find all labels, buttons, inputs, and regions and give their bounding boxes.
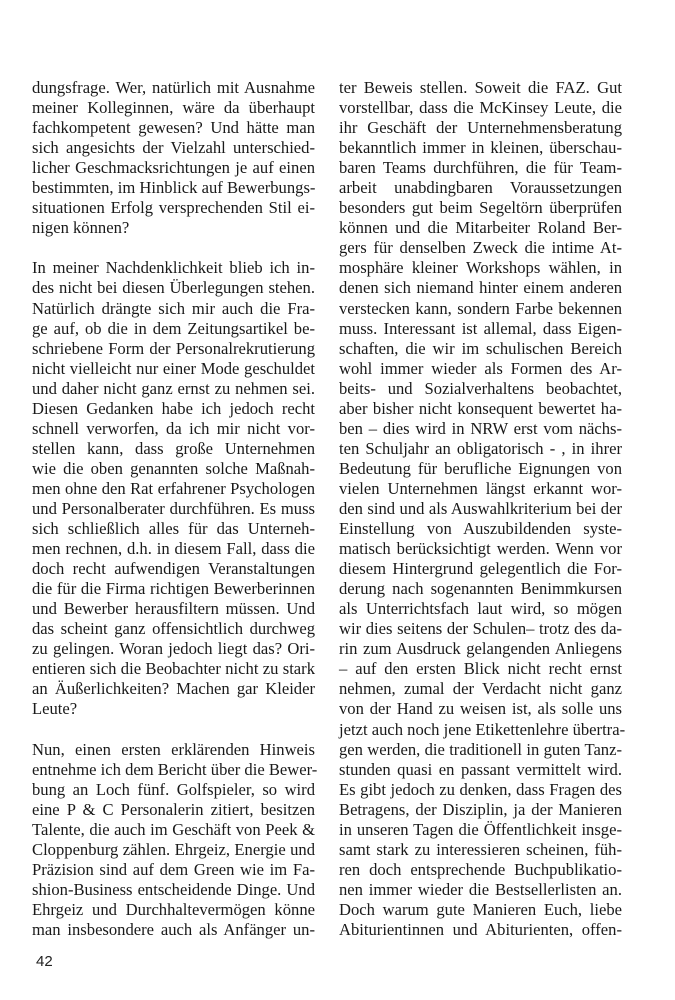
text-line: und daher nicht ganz ernst zu nehmen sei. (32, 378, 315, 398)
text-line: Abiturientinnen und Abiturienten, offen- (339, 919, 622, 939)
text-line: bekanntlich immer in kleinen, überschau- (339, 138, 622, 158)
text-line: entieren sich die Beobachter nicht zu stark (32, 659, 315, 679)
text-line: shion-Business entscheidende Dinge. Und (32, 879, 315, 899)
text-line: Es gibt jedoch zu denken, dass Fragen des (339, 779, 622, 799)
text-line: nehmen, zumal der Verdacht nicht ganz (339, 679, 622, 699)
text-line: dungsfrage. Wer, natürlich mit Ausnahme (32, 78, 315, 97)
text-line: das scheint ganz offensichtlich durchweg (32, 619, 315, 639)
text-line: Doch warum gute Manieren Euch, liebe (339, 899, 622, 919)
text-line: und Bewerber herausfiltern müssen. Und (32, 599, 315, 619)
text-line: doch recht aufwendigen Veranstaltungen (32, 559, 315, 579)
text-line: Präzision sind auf dem Green wie im Fa- (32, 859, 315, 879)
paragraph (32, 258, 315, 719)
text-line: baren Teams durchführen, die für Team- (339, 158, 622, 178)
text-line: ihr Geschäft der Unternehmensberatung (339, 118, 622, 138)
text-line: samt stark zu interessieren scheinen, füh- (339, 839, 622, 859)
text-line: ge auf, ob die in dem Zeitungsartikel be- (32, 318, 315, 338)
text-line: wir dies seitens der Schulen– trotz des da- (339, 619, 622, 639)
text-line: als Unterrichtsfach laut wird, so mögen (339, 599, 622, 619)
text-line: Diesen Gedanken habe ich jedoch recht (32, 398, 315, 418)
paragraph (32, 739, 318, 940)
text-line: gen werden, die traditionell in guten Tanz- (339, 739, 622, 759)
text-line: schaften, die wir im schulischen Bereich (339, 338, 622, 358)
text-line: derung nach sogenannten Benimmkursen (339, 579, 622, 599)
text-line: Nun, einen ersten erklärenden Hinweis (32, 739, 315, 759)
text-line: vorstellbar, dass die McKinsey Leute, die (339, 98, 622, 118)
text-line: ben – dies wird in NRW erst vom nächs- (339, 418, 622, 438)
text-line: Ehrgeiz und Durchhaltevermögen könne (32, 899, 315, 919)
text-line: Cloppenburg zählen. Ehrgeiz, Energie und (32, 839, 315, 859)
text-line: nen immer wieder die Bestsellerlisten an. (339, 879, 622, 899)
text-line: Betragens, der Disziplin, ja der Manieren (339, 799, 622, 819)
paragraph (339, 78, 626, 940)
text-line: schriebene Form der Personalrekrutierung (32, 338, 315, 358)
text-line: matisch berücksichtigt werden. Wenn vor (339, 539, 622, 559)
text-line: Leute? (32, 699, 78, 719)
text-line: verstecken kann, sondern Farbe bekennen (339, 298, 622, 318)
text-line: in unseren Tagen die Öffentlichkeit insge- (339, 819, 622, 839)
text-line: Einstellung von Auszubildenden syste- (339, 519, 622, 539)
text-line: aber bisher nicht konsequent bewertet ha- (339, 398, 622, 418)
text-line: ten Schuljahr an obligatorisch - , in ihrer (339, 438, 622, 458)
text-line: die für die Firma richtigen Bewerberinnen (32, 579, 315, 599)
text-line: des nicht bei diesen Überlegungen stehen. (32, 278, 315, 298)
text-line: – auf den ersten Blick nicht recht ernst (339, 659, 622, 679)
text-line: ter Beweis stellen. Soweit die FAZ. Gut (339, 78, 622, 97)
text-line: stellen kann, dass große Unternehmen (32, 438, 315, 458)
text-line: sich schließlich alles für das Unterneh- (32, 519, 315, 539)
text-line: Natürlich drängte sich mir auch die Fra- (32, 298, 315, 318)
text-line: men ohne den Rat erfahrener Psychologen (32, 478, 315, 498)
text-line: zu gelingen. Woran jedoch liegt das? Ori- (32, 639, 315, 659)
text-line: meiner Kolleginnen, wäre da überhaupt (32, 98, 315, 118)
text-line: denen sich niemand hinter einem anderen (339, 278, 622, 298)
text-line: Talente, die auch im Geschäft von Peek & (32, 819, 315, 839)
text-line: arbeit unabdingbaren Voraussetzungen (339, 178, 622, 198)
text-line: vielen Unternehmen längst erkannt wor- (339, 478, 622, 498)
text-line: rin zum Ausdruck gelangenden Anliegens (339, 639, 622, 659)
text-line: diesem Hintergrund gelegentlich die For- (339, 559, 622, 579)
text-line: und Personalberater durchführen. Es muss (32, 498, 315, 518)
text-line: stunden quasi en passant vermittelt wird. (339, 759, 622, 779)
text-line: nicht vielleicht nur einer Mode geschuldet (32, 358, 315, 378)
text-line: Bedeutung für berufliche Eignungen von (339, 458, 622, 478)
text-line: jetzt auch noch jene Etikettenlehre übertra- (339, 719, 626, 739)
text-line: man insbesondere auch als Anfänger un- (32, 919, 315, 939)
text-line: muss. Interessant ist allemal, dass Eigen- (339, 318, 622, 338)
text-line: an Äußerlichkeiten? Machen gar Kleider (32, 679, 315, 699)
right-column (339, 78, 626, 940)
text-line: von der Hand zu weisen ist, als solle uns (339, 699, 622, 719)
text-line: In meiner Nachdenklichkeit blieb ich in- (32, 258, 315, 278)
text-line: eine P & C Personalerin zitiert, besitzen (32, 799, 315, 819)
left-column (32, 78, 318, 940)
text-line: licher Geschmacksrichtungen je auf einen (32, 158, 315, 178)
text-line: fachkompetent gewesen? Und hätte man (32, 118, 315, 138)
text-line: wohl immer wieder als Formen des Ar- (339, 358, 622, 378)
paragraph (32, 78, 315, 238)
text-line: mosphäre kleiner Workshops wählen, in (339, 258, 622, 278)
text-line: ren doch entsprechende Buchpublikatio- (339, 859, 622, 879)
page-number: 42 (36, 953, 53, 970)
text-line: können und die Mitarbeiter Roland Ber- (339, 218, 622, 238)
text-line: men rechnen, d.h. in diesem Fall, dass die (32, 539, 315, 559)
text-line: beits- und Sozialverhaltens beobachtet, (339, 378, 622, 398)
text-line: gers für denselben Zweck die intime At- (339, 238, 622, 258)
text-line: den sind und als Auswahlkriterium bei der (339, 498, 622, 518)
paragraph-spacer (32, 720, 315, 740)
text-line: situationen Erfolg versprechenden Stil ei- (32, 198, 315, 218)
text-line: entnehme ich dem Bericht über die Bewer- (32, 759, 318, 779)
text-line: bestimmten, im Hinblick auf Bewerbungs- (32, 178, 316, 198)
text-line: sich angesichts der Vielzahl unterschied- (32, 138, 315, 158)
text-line: bung an Loch fünf. Golfspieler, so wird (32, 779, 315, 799)
text-line: besonders gut beim Segeltörn überprüfen (339, 198, 622, 218)
text-line: wie die oben genannten solche Maßnah- (32, 458, 315, 478)
text-line: schnell verworfen, da ich mir nicht vor- (32, 418, 315, 438)
text-line: nigen können? (32, 218, 130, 238)
paragraph-spacer (32, 238, 315, 258)
